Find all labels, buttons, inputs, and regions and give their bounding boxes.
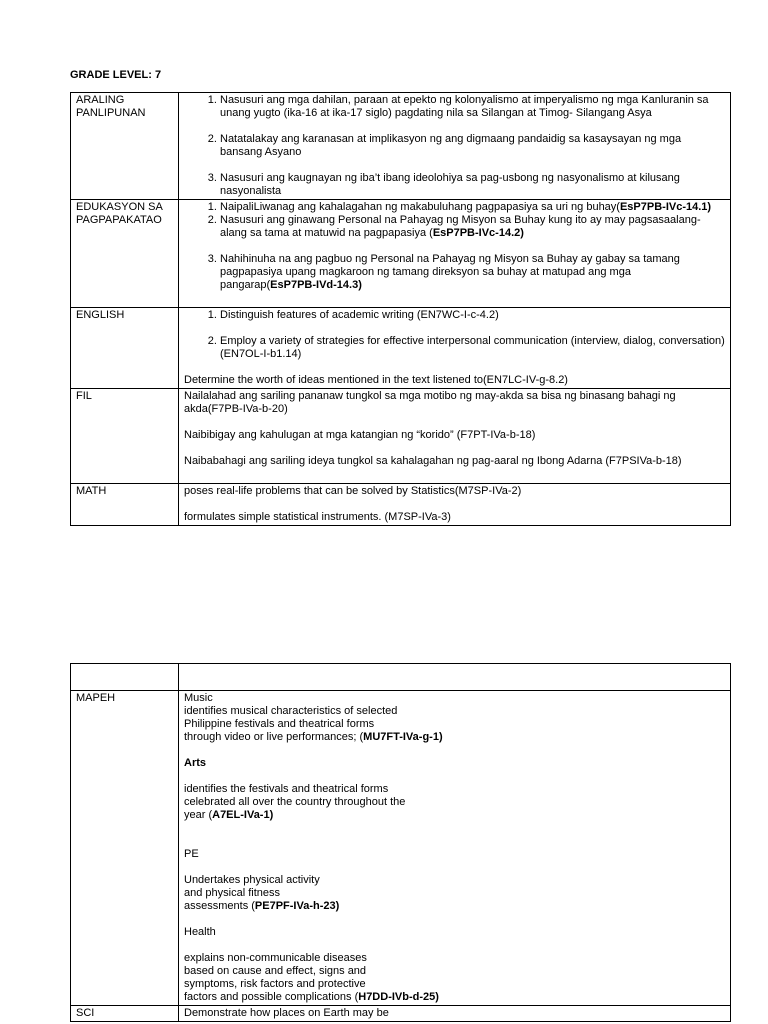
competency-text: Demonstrate how places on Earth may be	[184, 1007, 389, 1019]
competency-text: assessments (PE7PF-IVa-h-23)	[184, 900, 340, 912]
competency-text: through video or live performances; (MU7FT-IVa-g-1)	[184, 731, 443, 743]
competency-cell	[179, 93, 731, 200]
competency-table-continued	[70, 663, 731, 1022]
competency-cell	[179, 308, 731, 389]
competency-text: explains non-communicable diseases	[184, 952, 367, 964]
competency-cell	[179, 484, 731, 526]
section-heading: Health	[184, 926, 216, 938]
competency-text: symptoms, risk factors and protective	[184, 978, 366, 990]
competency-cell	[179, 200, 731, 308]
list-item: 2. Natatalakay ang karanasan at implikasyon ng ang digmaang pandaidig sa kasaysayan ng mga bansang Asyano	[220, 133, 726, 159]
table-header-row	[71, 664, 731, 691]
subject-cell: ENGLISH	[71, 308, 179, 389]
subject-cell: MAPEH	[71, 691, 179, 1006]
competency-text: factors and possible complications (H7DD-IVb-d-25)	[184, 991, 439, 1003]
competency-text: Undertakes physical activity	[184, 874, 320, 886]
competency-cell	[179, 1006, 731, 1022]
empty-cell	[71, 664, 179, 691]
list-item: 3. Nasusuri ang kaugnayan ng iba’t ibang ideolohiya sa pag-usbong ng nasyonalismo at kilusang nasyonalista	[220, 172, 726, 198]
competency-text: and physical fitness	[184, 887, 280, 899]
subject-cell: EDUKASYON SA PAGPAPAKATAO	[71, 200, 179, 308]
table-row	[71, 691, 731, 1006]
competency-text: year (A7EL-IVa-1)	[184, 809, 274, 821]
list-item: 1. Distinguish features of academic writing (EN7WC-I-c-4.2)	[220, 309, 726, 322]
section-heading: Arts	[184, 757, 207, 769]
section-heading: PE	[184, 848, 199, 860]
competency-text: based on cause and effect, signs and	[184, 965, 367, 977]
competency-text: identifies the festivals and theatrical forms	[184, 783, 389, 795]
table-row	[71, 389, 731, 484]
competency-text: poses real-life problems that can be solved by Statistics(M7SP-IVa-2)	[184, 485, 522, 497]
list-item: 2. Nasusuri ang ginawang Personal na Pahayag ng Misyon sa Buhay kung ito ay may pagsasaalang-alang sa tama at matuwid na pagpapasiya (EsP7PB-IVc-14.2)	[220, 214, 726, 240]
competency-text: formulates simple statistical instruments. (M7SP-IVa-3)	[184, 511, 451, 523]
table-row	[71, 308, 731, 389]
subject-cell: FIL	[71, 389, 179, 484]
section-heading: Music	[184, 692, 213, 704]
table-row	[71, 200, 731, 308]
list-item: 2. Employ a variety of strategies for effective interpersonal communication (interview, dialog, conversation) (EN7OL-I-b1.14)	[220, 335, 726, 361]
competency-cell	[179, 389, 731, 484]
competency-text: Naibibigay ang kahulugan at mga katangian ng “korido” (F7PT-IVa-b-18)	[184, 429, 536, 441]
competency-text: Determine the worth of ideas mentioned in the text listened to(EN7LC-IV-g-8.2)	[184, 374, 568, 386]
competency-text: Nailalahad ang sariling pananaw tungkol sa mga motibo ng may-akda sa bisa ng binasang bahagi ng akda(F7PB-IVa-b-20)	[184, 390, 676, 415]
list-item: 1. Nasusuri ang mga dahilan, paraan at epekto ng kolonyalismo at imperyalismo ng mga Kanluranin sa unang yugto (ika-16 at ika-17 siglo) pagdating nila sa Silangan at Timog- Silangang Asya	[220, 94, 726, 120]
subject-cell: MATH	[71, 484, 179, 526]
subject-cell: ARALING PANLIPUNAN	[71, 93, 179, 200]
list-item: 1. NaipaliLiwanag ang kahalagahan ng makabuluhang pagpapasiya sa uri ng buhay(EsP7PB-IVc-14.1)	[220, 201, 726, 214]
table-row	[71, 1006, 731, 1022]
competency-text: Naibabahagi ang sariling ideya tungkol sa kahalagahan ng pag-aaral ng Ibong Adarna (F7PSIVa-b-18)	[184, 455, 682, 467]
subject-cell: SCI	[71, 1006, 179, 1022]
competency-table	[70, 92, 731, 526]
competency-text: Philippine festivals and theatrical forms	[184, 718, 375, 730]
competency-text: celebrated all over the country throughout the	[184, 796, 406, 808]
competency-text: identifies musical characteristics of selected	[184, 705, 398, 717]
page-title: GRADE LEVEL: 7	[70, 69, 162, 81]
table-row	[71, 93, 731, 200]
competency-cell	[179, 691, 731, 1006]
empty-cell	[179, 664, 731, 691]
list-item: 3. Nahihinuha na ang pagbuo ng Personal na Pahayag ng Misyon sa Buhay ay gabay sa tamang pagpapasiya upang magkaroon ng tamang direksyon sa buhay at matupad ang mga pangarap(EsP7PB-IVd-14.3)	[220, 253, 726, 292]
table-row	[71, 484, 731, 526]
